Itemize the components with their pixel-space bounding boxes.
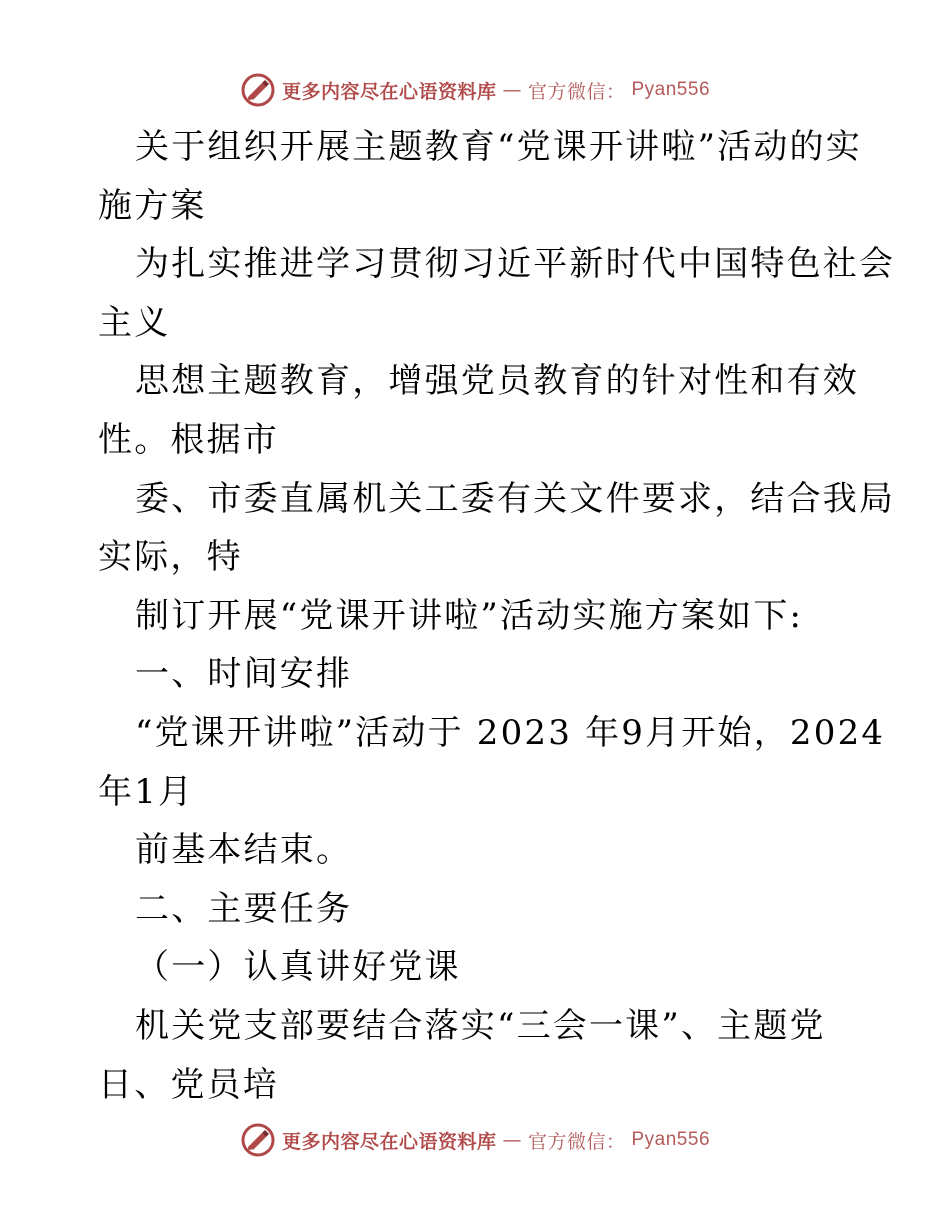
watermark-separator: —: [502, 1129, 522, 1151]
paragraph-line: “党课开讲啦”活动于 2023 年9月开始，2024: [135, 712, 886, 753]
ink-pen-logo-icon: [240, 72, 276, 108]
paragraph-line: 机关党支部要结合落实“三会一课”、主题党: [135, 1005, 826, 1046]
watermark-brand: 更多内容尽在心语资料库: [281, 1130, 497, 1153]
section-heading-schedule: 一、时间安排: [135, 654, 353, 695]
paragraph-line: 前基本结束。: [135, 830, 353, 871]
title-line-2: 施方案: [98, 185, 207, 226]
paragraph-line: 制订开展“党课开讲啦”活动实施方案如下:: [135, 595, 804, 636]
paragraph-line: 思想主题教育，增强党员教育的针对性和有效: [135, 361, 859, 402]
paragraph-line: 主义: [98, 302, 171, 343]
watermark-wechat-id: Pyan556: [631, 79, 711, 100]
paragraph-line: 性。根据市: [98, 419, 279, 460]
watermark-official-label: 官方微信：: [527, 1130, 626, 1153]
watermark-wechat-id: Pyan556: [631, 1129, 711, 1150]
footer-watermark: [0, 1120, 950, 1160]
section-heading-tasks: 二、主要任务: [135, 888, 353, 929]
paragraph-line: 委、市委直属机关工委有关文件要求，结合我局: [135, 478, 896, 519]
title-line-1: 关于组织开展主题教育“党课开讲啦”活动的实: [135, 127, 862, 167]
watermark-separator: —: [502, 79, 522, 101]
paragraph-line: 日、党员培: [98, 1064, 279, 1105]
watermark-brand: 更多内容尽在心语资料库: [281, 80, 497, 103]
watermark-official-label: 官方微信：: [527, 80, 626, 103]
header-watermark: [0, 70, 950, 110]
subsection-heading: （一）认真讲好党课: [135, 947, 461, 988]
paragraph-line: 实际，特: [98, 537, 243, 578]
ink-pen-logo-icon: [240, 1122, 276, 1158]
paragraph-line: 年1月: [98, 771, 195, 812]
paragraph-line: 为扎实推进学习贯彻习近平新时代中国特色社会: [135, 244, 896, 285]
document-body: [98, 118, 896, 1114]
